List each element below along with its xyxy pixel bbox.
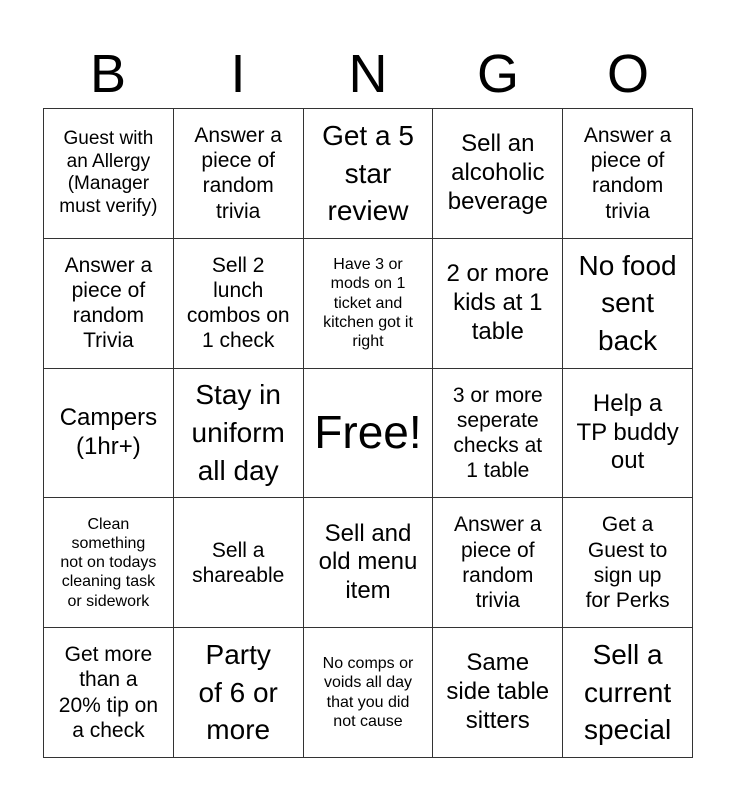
bingo-cell[interactable] [563,239,693,369]
header-letter-o: O [606,44,649,104]
bingo-cell[interactable] [44,239,174,369]
bingo-cell[interactable] [174,109,304,239]
cell-text: Free! [314,406,422,459]
bingo-cell[interactable] [563,628,693,758]
bingo-cell[interactable] [433,498,563,628]
cell-text: Sell and old menu item [318,519,418,605]
cell-text: Answer a piece of random trivia [454,513,542,612]
bingo-cell[interactable] [44,498,174,628]
header-letter-n: N [348,44,388,104]
cell-text: Have 3 or mods on 1 ticket and kitchen got it right [323,256,413,350]
cell-text: Clean something not on todays cleaning task or sidework [60,515,157,610]
bingo-cell[interactable] [304,498,434,628]
bingo-cell[interactable] [563,109,693,239]
bingo-cell[interactable] [44,369,174,499]
bingo-cell[interactable] [304,239,434,369]
bingo-cell[interactable] [433,628,563,758]
cell-text: Campers (1hr+) [59,404,158,460]
bingo-cell[interactable] [304,109,434,239]
bingo-cell[interactable] [174,369,304,499]
cell-text: Get more than a 20% tip on a check [58,643,159,742]
bingo-cell[interactable] [174,628,304,758]
cell-text: Help a TP buddy out [576,389,679,475]
cell-text: Sell an alcoholic beverage [447,130,548,215]
header-letter-i: I [230,44,246,104]
header-letter-g: G [476,44,519,104]
bingo-cell[interactable] [433,109,563,239]
bingo-cell[interactable] [433,239,563,369]
cell-text: No comps or voids all day that you did not cause [322,655,414,730]
bingo-header [43,40,693,108]
cell-text: 3 or more seperate checks at 1 table [452,383,543,483]
bingo-cell[interactable] [44,628,174,758]
cell-text: Get a Guest to sign up for Perks [585,513,670,612]
bingo-cell[interactable] [433,369,563,499]
cell-text: Guest with an Allergy (Manager must verify) [59,127,158,218]
bingo-cell[interactable] [563,498,693,628]
bingo-grid [43,108,693,758]
free-space[interactable] [304,369,434,499]
cell-text: Party of 6 or more [198,638,278,746]
cell-text: Get a 5 star review [322,119,414,227]
header-letter-b: B [89,44,127,104]
cell-text: Same side table sitters [446,649,550,734]
bingo-cell[interactable] [174,498,304,628]
cell-text: Sell a current special [584,638,672,746]
bingo-cell[interactable] [563,369,693,499]
cell-text: Sell 2 lunch combos on 1 check [186,253,290,353]
bingo-cell[interactable] [174,239,304,369]
bingo-cell[interactable] [44,109,174,239]
cell-text: Answer a piece of random trivia [583,124,672,223]
bingo-cell[interactable] [304,628,434,758]
cell-text: Stay in uniform all day [191,379,285,486]
cell-text: Sell a shareable [192,538,285,587]
cell-text: Answer a piece of random trivia [194,124,282,223]
cell-text: 2 or more kids at 1 table [446,260,550,345]
cell-text: No food sent back [578,249,677,357]
cell-text: Answer a piece of random Trivia [64,253,153,353]
